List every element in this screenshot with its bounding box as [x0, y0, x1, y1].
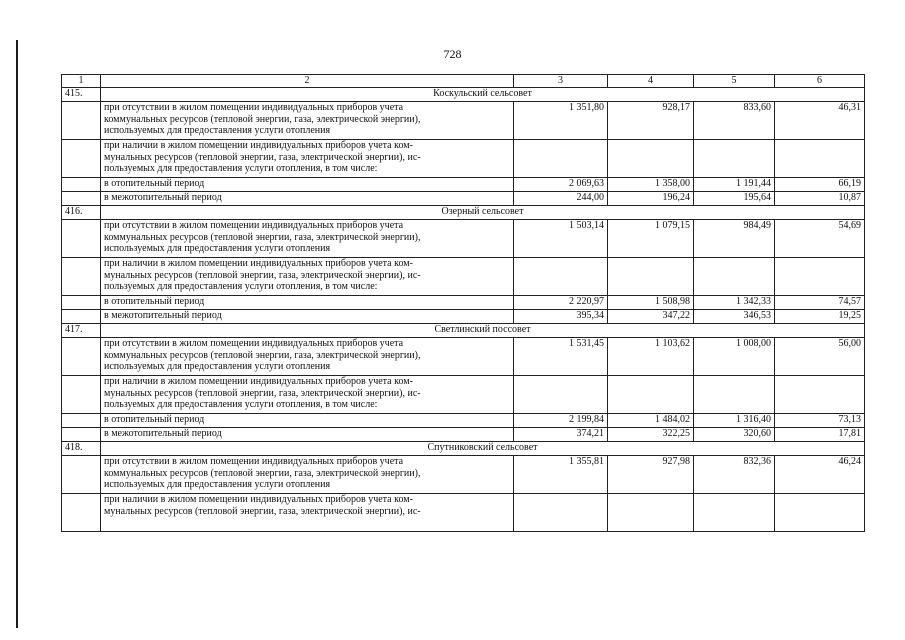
value-cell [694, 376, 775, 414]
section-number: 417. [62, 324, 101, 338]
description-line: коммунальных ресурсов (тепловой энергии, газа, электрической энергии), [104, 113, 421, 125]
description-line: мунальных ресурсов (тепловой энергии, газа, электрической энергии), ис- [104, 505, 421, 517]
description-line: пользуемых для предоставления услуги отопления, в том числе: [104, 399, 378, 410]
tariff-table [61, 74, 865, 532]
value-cell [514, 258, 608, 296]
section-name: Спутниковский сельсовет [101, 442, 865, 456]
section-number: 418. [62, 442, 101, 456]
description-line: используемых для предоставления услуги отопления [104, 361, 331, 372]
description-cell [101, 296, 514, 310]
description-line: при отсутствии в жилом помещении индивидуальных приборов учета [104, 102, 404, 113]
value-cell: 984,49 [694, 220, 775, 258]
value-cell: 1 103,62 [608, 338, 694, 376]
row-number-cell [62, 296, 101, 310]
value-cell: 2 220,97 [514, 296, 608, 310]
description-line: используемых для предоставления услуги отопления [104, 125, 331, 136]
description-cell [101, 140, 514, 178]
value-cell: 395,34 [514, 310, 608, 324]
description-cell [101, 258, 514, 296]
description-line: в отопительный период [104, 178, 205, 189]
description-line: при наличии в жилом помещении индивидуальных приборов учета ком- [104, 494, 413, 505]
section-number: 416. [62, 206, 101, 220]
table-row [62, 102, 865, 140]
value-cell: 56,00 [775, 338, 865, 376]
value-cell: 46,24 [775, 456, 865, 494]
value-cell: 54,69 [775, 220, 865, 258]
description-line: при наличии в жилом помещении индивидуальных приборов учета ком- [104, 376, 413, 387]
section-header-row [62, 88, 865, 102]
value-cell: 46,31 [775, 102, 865, 140]
value-cell: 1 355,81 [514, 456, 608, 494]
value-cell: 1 351,80 [514, 102, 608, 140]
page-number: 728 [443, 47, 462, 61]
value-cell: 320,60 [694, 428, 775, 442]
description-line: в отопительный период [104, 296, 205, 307]
row-number-cell [62, 376, 101, 414]
header-cell: 4 [608, 75, 694, 88]
value-cell: 2 199,84 [514, 414, 608, 428]
table-row [62, 376, 865, 414]
row-number-cell [62, 428, 101, 442]
header-cell: 1 [62, 75, 101, 88]
row-number-cell [62, 310, 101, 324]
description-line: мунальных ресурсов (тепловой энергии, газа, электрической энергии), ис- [104, 151, 421, 163]
description-cell [101, 376, 514, 414]
table-row [62, 220, 865, 258]
value-cell: 17,81 [775, 428, 865, 442]
description-line: при наличии в жилом помещении индивидуальных приборов учета ком- [104, 140, 413, 151]
value-cell: 347,22 [608, 310, 694, 324]
value-cell [608, 376, 694, 414]
description-cell [101, 456, 514, 494]
description-line: пользуемых для предоставления услуги отопления, в том числе: [104, 281, 378, 292]
header-cell: 5 [694, 75, 775, 88]
value-cell [514, 376, 608, 414]
value-cell [775, 258, 865, 296]
description-line: в межотопительный период [104, 428, 222, 439]
description-line: при отсутствии в жилом помещении индивидуальных приборов учета [104, 338, 404, 349]
description-cell [101, 428, 514, 442]
value-cell [514, 494, 608, 532]
description-cell [101, 310, 514, 324]
description-line: пользуемых для предоставления услуги отопления, в том числе: [104, 163, 378, 174]
table-row [62, 296, 865, 310]
description-line: используемых для предоставления услуги отопления [104, 243, 331, 254]
table-body [62, 75, 865, 532]
table-row [62, 140, 865, 178]
description-line: в отопительный период [104, 414, 205, 425]
row-number-cell [62, 140, 101, 178]
scan-edge-line [16, 40, 18, 628]
value-cell: 196,24 [608, 192, 694, 206]
description-cell [101, 414, 514, 428]
table-row [62, 428, 865, 442]
value-cell: 928,17 [608, 102, 694, 140]
row-number-cell [62, 102, 101, 140]
row-number-cell [62, 456, 101, 494]
description-cell [101, 192, 514, 206]
description-line: используемых для предоставления услуги отопления [104, 479, 331, 490]
value-cell: 244,00 [514, 192, 608, 206]
row-number-cell [62, 192, 101, 206]
description-cell [101, 220, 514, 258]
value-cell: 832,36 [694, 456, 775, 494]
description-line: мунальных ресурсов (тепловой энергии, газа, электрической энергии), ис- [104, 269, 421, 281]
value-cell [608, 140, 694, 178]
value-cell [514, 140, 608, 178]
description-line: в межотопительный период [104, 310, 222, 321]
value-cell: 73,13 [775, 414, 865, 428]
table-row [62, 178, 865, 192]
header-cell: 2 [101, 75, 514, 88]
value-cell: 1 508,98 [608, 296, 694, 310]
value-cell: 74,57 [775, 296, 865, 310]
value-cell: 66,19 [775, 178, 865, 192]
value-cell [775, 494, 865, 532]
description-line: коммунальных ресурсов (тепловой энергии, газа, электрической энергии), [104, 467, 421, 479]
row-number-cell [62, 220, 101, 258]
row-number-cell [62, 494, 101, 532]
value-cell: 1 484,02 [608, 414, 694, 428]
value-cell [694, 494, 775, 532]
row-number-cell [62, 414, 101, 428]
value-cell: 1 316,40 [694, 414, 775, 428]
value-cell [694, 258, 775, 296]
description-cell [101, 102, 514, 140]
value-cell: 195,64 [694, 192, 775, 206]
description-line: коммунальных ресурсов (тепловой энергии, газа, электрической энергии), [104, 231, 421, 243]
row-number-cell [62, 258, 101, 296]
value-cell: 1 008,00 [694, 338, 775, 376]
value-cell [775, 376, 865, 414]
row-number-cell [62, 338, 101, 376]
table-row [62, 310, 865, 324]
value-cell: 322,25 [608, 428, 694, 442]
value-cell [694, 140, 775, 178]
section-name: Коскульский сельсовет [101, 88, 865, 102]
table-row [62, 258, 865, 296]
value-cell: 927,98 [608, 456, 694, 494]
section-header-row [62, 442, 865, 456]
description-line: при наличии в жилом помещении индивидуальных приборов учета ком- [104, 258, 413, 269]
value-cell: 346,53 [694, 310, 775, 324]
table-row [62, 414, 865, 428]
value-cell [608, 258, 694, 296]
value-cell: 833,60 [694, 102, 775, 140]
description-line: в межотопительный период [104, 192, 222, 203]
value-cell: 1 531,45 [514, 338, 608, 376]
section-name: Светлинский поссовет [101, 324, 865, 338]
section-name: Озерный сельсовет [101, 206, 865, 220]
value-cell: 10,87 [775, 192, 865, 206]
value-cell: 2 069,63 [514, 178, 608, 192]
description-line: коммунальных ресурсов (тепловой энергии, газа, электрической энергии), [104, 349, 421, 361]
table-row [62, 494, 865, 532]
value-cell: 1 079,15 [608, 220, 694, 258]
description-cell [101, 494, 514, 532]
description-line: мунальных ресурсов (тепловой энергии, газа, электрической энергии), ис- [104, 387, 421, 399]
value-cell: 1 191,44 [694, 178, 775, 192]
header-row [62, 75, 865, 88]
section-header-row [62, 206, 865, 220]
value-cell: 19,25 [775, 310, 865, 324]
value-cell [608, 494, 694, 532]
value-cell: 374,21 [514, 428, 608, 442]
table-row [62, 456, 865, 494]
table-row [62, 338, 865, 376]
value-cell: 1 503,14 [514, 220, 608, 258]
row-number-cell [62, 178, 101, 192]
description-line: при отсутствии в жилом помещении индивидуальных приборов учета [104, 220, 404, 231]
header-cell: 6 [775, 75, 865, 88]
header-cell: 3 [514, 75, 608, 88]
description-cell [101, 338, 514, 376]
table-row [62, 192, 865, 206]
description-cell [101, 178, 514, 192]
value-cell: 1 358,00 [608, 178, 694, 192]
section-number: 415. [62, 88, 101, 102]
section-header-row [62, 324, 865, 338]
value-cell: 1 342,33 [694, 296, 775, 310]
value-cell [775, 140, 865, 178]
description-line: при отсутствии в жилом помещении индивидуальных приборов учета [104, 456, 404, 467]
